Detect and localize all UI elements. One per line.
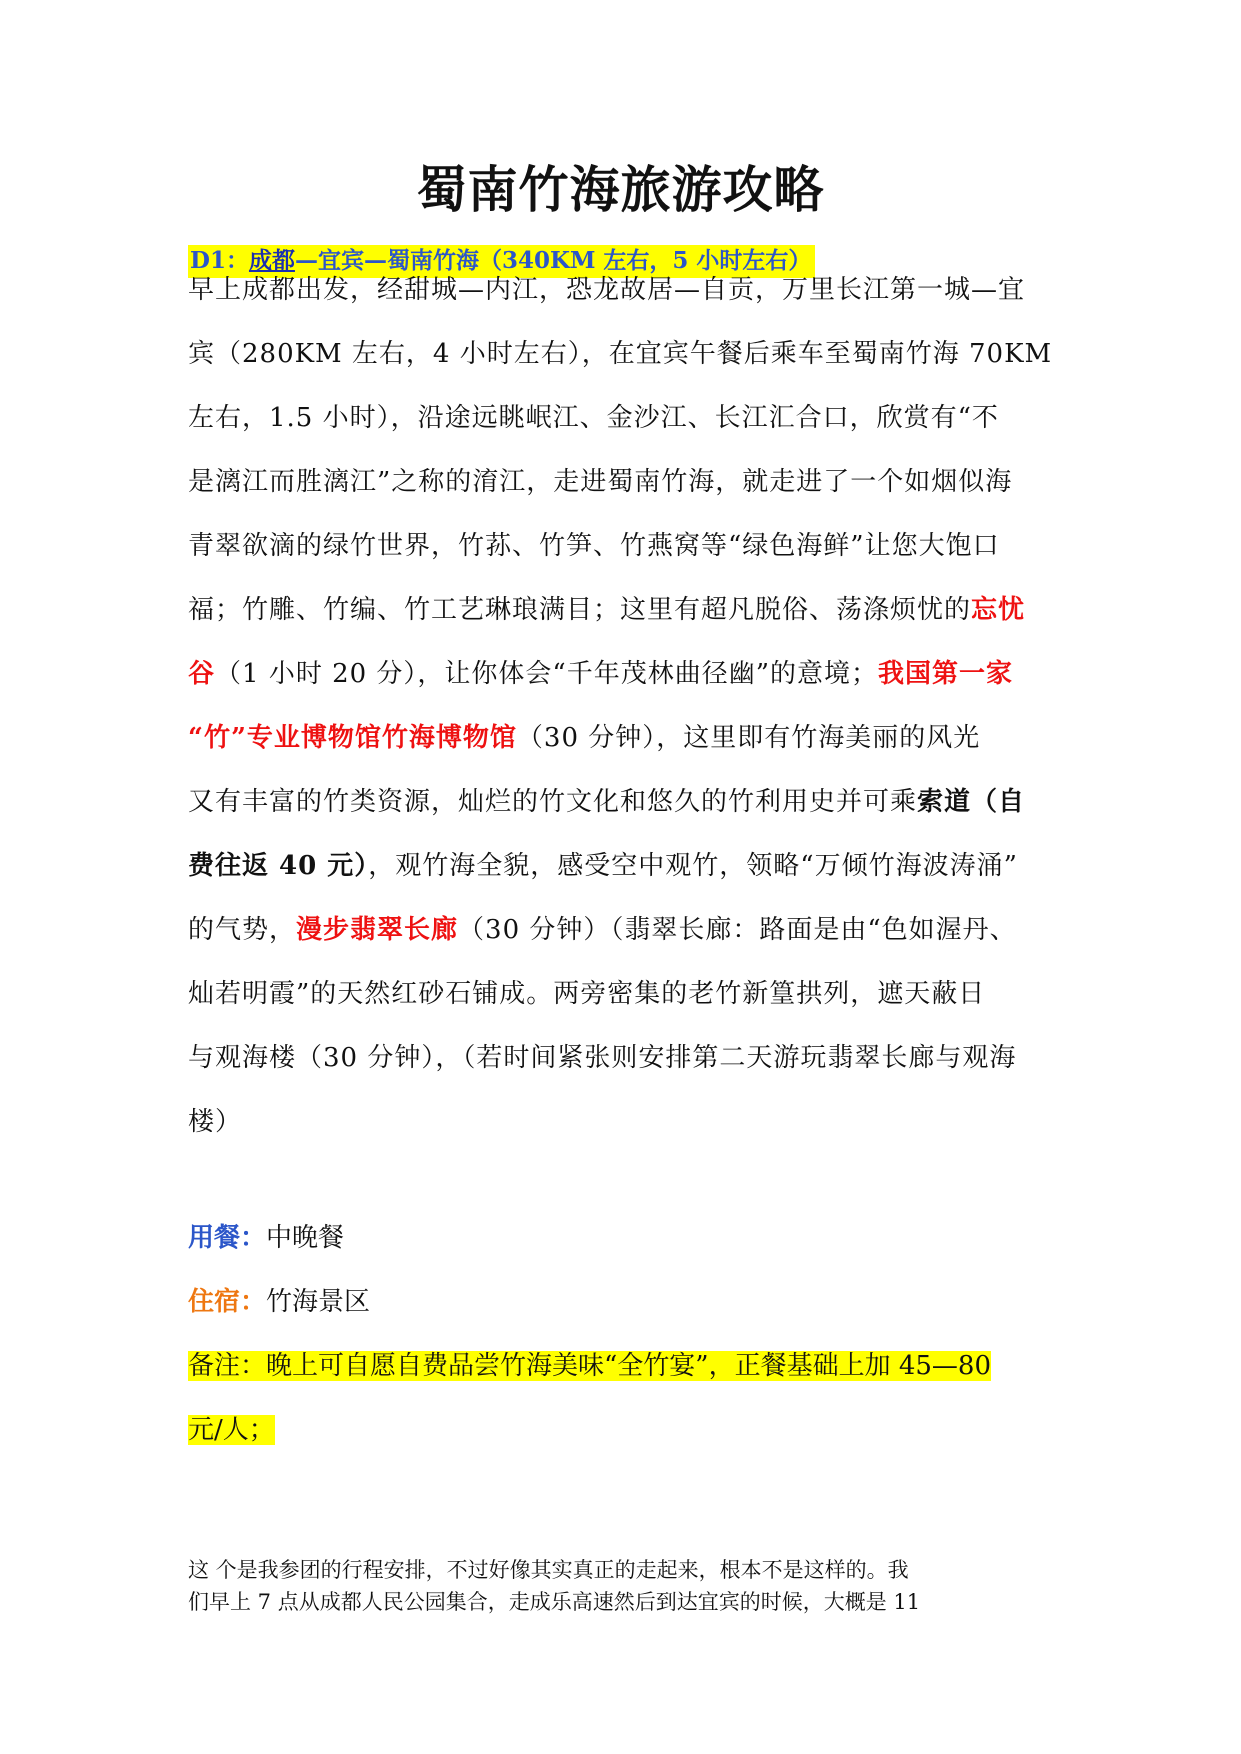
para-text: （30 分钟），这里即有竹海美丽的风光 [516, 723, 981, 753]
meal-label: 用餐： [188, 1223, 267, 1253]
para-line: 楼） [188, 1107, 243, 1137]
para-text: （30 分钟）（翡翠长廊：路面是由“色如渥丹、 [458, 915, 1017, 945]
highlight-emerald-corridor: 漫步翡翠长廊 [296, 915, 459, 945]
stay-row [188, 1282, 370, 1322]
para-line: 早上成都出发，经甜城—内江，恐龙故居—自贡，万里长江第一城—宜 [188, 275, 1026, 305]
para-text: 福；竹雕、竹编、竹工艺琳琅满目；这里有超凡脱俗、荡涤烦忧的 [188, 595, 972, 625]
stay-label: 住宿： [188, 1287, 267, 1317]
para-line [188, 834, 1080, 898]
page-title: 蜀南竹海旅游攻略 [416, 160, 825, 219]
highlight-gu: 谷 [188, 659, 216, 689]
comment-line: 这 个是我参团的行程安排，不过好像其实真正的走起来，根本不是这样的。我 [188, 1558, 909, 1582]
highlight-cableway: 索道（自 [917, 787, 1026, 817]
para-text: 又有丰富的竹类资源，灿烂的竹文化和悠久的竹利用史并可乘 [188, 787, 918, 817]
para-line: 灿若明霞”的天然红砂石铺成。两旁密集的老竹新篁拱列，遮天蔽日 [188, 979, 986, 1009]
para-line [188, 898, 1080, 962]
day1-route: —宜宾—蜀南竹海（340KM 左右，5 小时左右） [294, 247, 812, 274]
stay-value: 竹海景区 [266, 1287, 371, 1317]
note-line [188, 1346, 991, 1410]
note-text: 元/人； [188, 1415, 275, 1445]
para-line [188, 642, 1080, 706]
note-block [188, 1346, 991, 1450]
para-line: 与观海楼（30 分钟），（若时间紧张则安排第二天游玩翡翠长廊与观海 [188, 1043, 1017, 1073]
para-line: 青翠欲滴的绿竹世界，竹荪、竹笋、竹燕窝等“绿色海鲜”让您大饱口 [188, 531, 1000, 561]
para-line: 左右，1.5 小时），沿途远眺岷江、金沙江、长江汇合口，欣赏有“不 [188, 403, 999, 433]
para-line [188, 770, 1080, 834]
note-line [188, 1410, 991, 1450]
highlight-first-museum: 我国第一家 [878, 659, 1014, 689]
comment-paragraph [188, 1554, 1068, 1618]
note-text: 备注：晚上可自愿自费品尝竹海美味“全竹宴”，正餐基础上加 45—80 [188, 1351, 992, 1381]
meal-value: 中晚餐 [266, 1223, 345, 1253]
day1-city-link[interactable]: 成都 [248, 247, 295, 274]
highlight-bamboo-museum: “竹”专业博物馆竹海博物馆 [188, 723, 517, 753]
itinerary-paragraph [188, 258, 1080, 1154]
para-line: 是漓江而胜漓江”之称的淯江，走进蜀南竹海，就走进了一个如烟似海 [188, 467, 1013, 497]
para-line [188, 578, 1080, 642]
comment-line: 们早上 7 点从成都人民公园集合，走成乐高速然后到达宜宾的时候，大概是 11 [188, 1590, 921, 1614]
para-line [188, 706, 1080, 770]
para-text: ，观竹海全貌，感受空中观竹，领略“万倾竹海波涛涌” [368, 851, 1018, 881]
day1-prefix: D1： [190, 247, 249, 274]
para-text: （1 小时 20 分），让你体会“千年茂林曲径幽”的意境； [215, 659, 879, 689]
para-line: 宾（280KM 左右，4 小时左右），在宜宾午餐后乘车至蜀南竹海 70KM [188, 339, 1053, 369]
para-text: 的气势， [188, 915, 297, 945]
meal-row [188, 1218, 344, 1258]
highlight-cableway-fee: 费往返 40 元） [188, 851, 369, 881]
highlight-wangyou: 忘忧 [971, 595, 1026, 625]
